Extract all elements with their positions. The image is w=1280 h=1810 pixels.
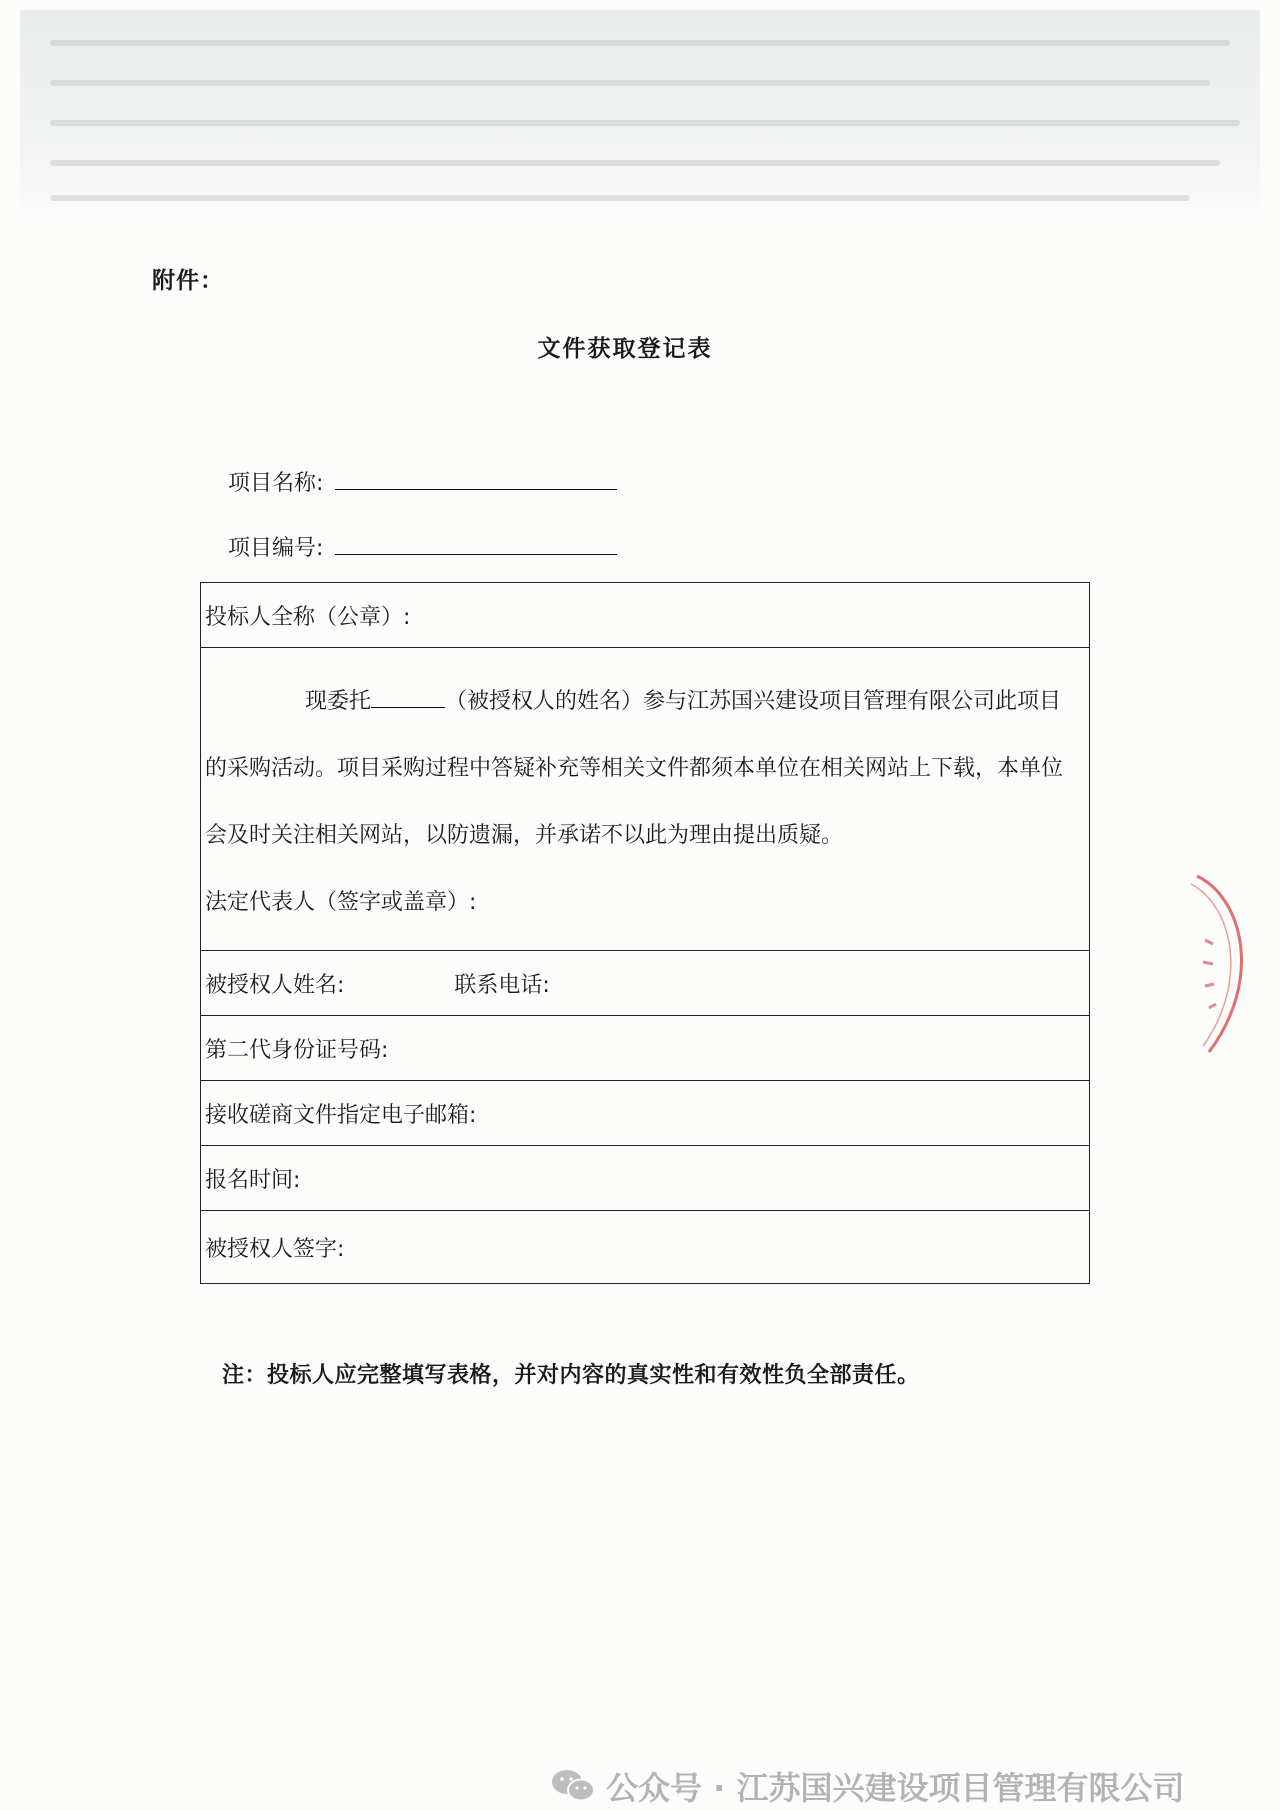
faded-line [50, 160, 1220, 166]
wechat-icon [550, 1766, 596, 1806]
authorization-text-2: （被授权人的姓名）参与江苏国兴建设项目管理有限公司此项目的采购活动。项目采购过程中答疑补充等相关文件都须本单位在相关网站上下载，本单位会及时关注相关网站，以防遗漏，并承诺不以此为理由提出质疑。 [205, 689, 1064, 848]
registration-time-cell[interactable] [201, 1146, 1090, 1211]
registration-table [200, 582, 1090, 1284]
project-number-blank[interactable] [335, 530, 617, 555]
project-number-field [228, 530, 617, 562]
faded-line [50, 195, 1190, 201]
authorized-signature-label: 被授权人签字: [205, 1236, 345, 1262]
form-note: 注：投标人应完整填写表格，并对内容的真实性和有效性负全部责任。 [222, 1363, 920, 1388]
faded-line [50, 40, 1230, 46]
authorized-contact-cell[interactable] [201, 951, 1090, 1016]
bidder-name-cell[interactable] [201, 583, 1090, 648]
faded-bleed-through-text [20, 10, 1260, 220]
project-name-field [228, 465, 617, 497]
authorized-name-label: 被授权人姓名: [205, 972, 345, 998]
email-label: 接收磋商文件指定电子邮箱: [205, 1102, 477, 1128]
table-row [201, 1081, 1090, 1146]
attachment-label: 附件： [152, 268, 224, 294]
authorization-cell[interactable] [201, 648, 1090, 951]
table-row [201, 951, 1090, 1016]
footer-text: 公众号 · 江苏国兴建设项目管理有限公司 [606, 1769, 1185, 1807]
authorization-text-1: 现委托 [305, 689, 372, 714]
bidder-name-label: 投标人全称（公章）: [205, 604, 411, 630]
email-cell[interactable] [201, 1081, 1090, 1146]
id-number-cell[interactable] [201, 1016, 1090, 1081]
footer-watermark [550, 1763, 1184, 1809]
authorized-name-blank[interactable] [371, 689, 445, 708]
table-row [201, 1146, 1090, 1211]
id-number-label: 第二代身份证号码: [205, 1037, 389, 1063]
faded-line [50, 80, 1210, 86]
table-row [201, 1016, 1090, 1081]
faded-line [50, 120, 1240, 126]
table-row [201, 1211, 1090, 1284]
contact-phone-label: 联系电话: [454, 972, 550, 998]
registration-time-label: 报名时间: [205, 1167, 301, 1193]
project-number-label: 项目编号: [228, 536, 324, 561]
legal-rep-label: 法定代表人（签字或盖章）: [205, 890, 477, 915]
form-title: 文件获取登记表 [537, 336, 713, 362]
table-row [201, 583, 1090, 648]
authorized-signature-cell[interactable] [201, 1211, 1090, 1284]
red-seal-stamp [1183, 870, 1261, 1058]
project-name-label: 项目名称: [228, 471, 324, 496]
project-name-blank[interactable] [335, 465, 617, 490]
table-row [201, 648, 1090, 951]
